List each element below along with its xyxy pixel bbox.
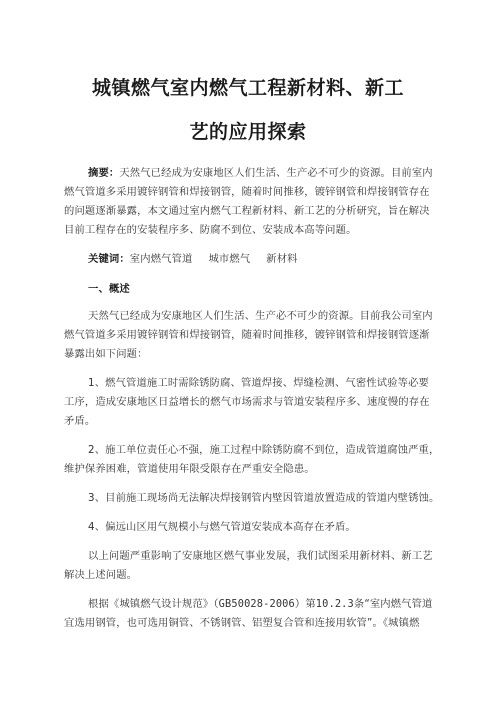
list-item-line: 3、目前施工现场尚无法解决焊接钢管内壁因管道放置造成的管道内壁锈蚀。 (88, 492, 440, 504)
list-item-line: 维护保养困难，管道使用年限受限存在严重安全隐患。 (64, 463, 315, 475)
keyword-item: 城市燃气 (208, 253, 251, 265)
list-item-line: 工序，造成安康地区日益增长的燃气市场需求与管道安装程序多、速度慢的存在 (64, 396, 430, 408)
abstract-line-3: 的问题逐渐暴露，本文通过室内燃气工程新材料、新工艺的分析研究，旨在解决 (64, 205, 430, 217)
citation-text: 条“室内燃气管道 (353, 598, 433, 610)
keyword-item: 室内燃气管道 (129, 253, 193, 265)
paragraph-line: 以上问题严重影响了安康地区燃气事业发展，我们试图采用新材料、新工艺 (88, 550, 433, 562)
keywords-line (88, 250, 298, 265)
document-title-line-1: 城镇燃气室内燃气工程新材料、新工 (91, 77, 404, 99)
list-item-line: 4、偏远山区用气规模小与燃气管道安装成本高存在矛盾。 (88, 521, 356, 533)
keywords-label: 关键词： (88, 253, 130, 265)
paragraph-line: 天然气已经成为安康地区人们生活、生产必不可少的资源。目前我公司室内 (88, 310, 433, 322)
paragraph-line (88, 595, 433, 610)
keyword-item: 新材料 (266, 253, 298, 265)
abstract-line-1 (88, 164, 433, 179)
abstract-line-2: 燃气管道多采用镀锌钢管和焊接钢管，随着时间推移，镀锌钢管和焊接钢管存在 (64, 186, 430, 198)
list-item-line: 2、施工单位责任心不强，施工过程中除锈防腐不到位，造成管道腐蚀严重， (88, 444, 440, 456)
list-item-line: 矛盾。 (64, 415, 96, 427)
citation-text: 根据《城镇燃气设计规范》（ (88, 598, 219, 610)
abstract-label: 摘要： (88, 167, 120, 179)
paragraph-line: 解决上述问题。 (64, 569, 138, 581)
paragraph-line: 宜选用钢管，也可选用铜管、不锈钢管、铝塑复合管和连接用软管”。《城镇燃 (64, 617, 420, 629)
abstract-line-4: 目前工程存在的安装程序多、防腐不到位、安装成本高等问题。 (64, 224, 357, 236)
list-item-line: 1、燃气管道施工时需除锈防腐、管道焊接、焊缝检测、气密性试验等必要 (88, 377, 429, 389)
clause-number: 10.2.3 (315, 598, 354, 610)
citation-text: ）第 (294, 598, 316, 610)
paragraph-line: 暴露出如下问题： (64, 348, 148, 360)
section-heading: 一、概述 (88, 283, 130, 295)
paragraph-line: 燃气管道多采用镀锌钢管和焊接钢管，随着时间推移，镀锌钢管和焊接钢管逐渐 (64, 329, 430, 341)
document-title-line-2: 艺的应用探索 (189, 121, 307, 143)
abstract-text: 天然气已经成为安康地区人们生活、生产必不可少的资源。目前室内 (119, 167, 433, 179)
standard-code: GB50028-2006 (218, 598, 295, 610)
